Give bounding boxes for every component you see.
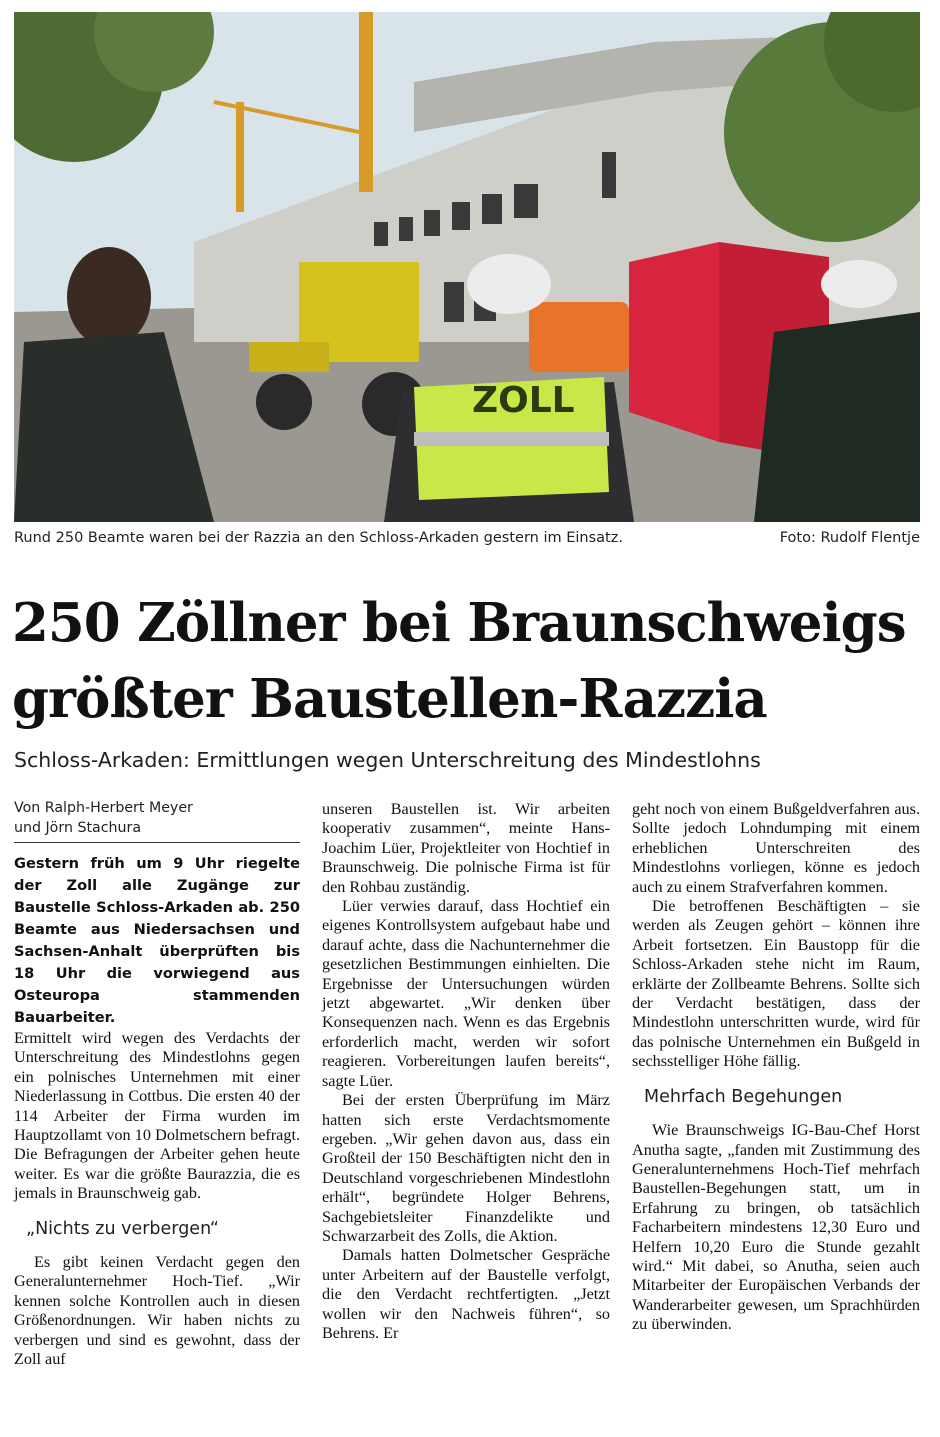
lead-paragraph: Gestern früh um 9 Uhr riegelte der Zoll alle Zugänge zur Baustelle Schloss-Arkaden ab. 250 Beamte aus Niedersachsen und Sachsen-Anhalt überprüften bis 18 Uhr die vorwiegend aus Osteuropa stammenden Bauarbeiter. bbox=[14, 855, 300, 1026]
caption-text: Rund 250 Beamte waren bei der Razzia an den Schloss-Arkaden gestern im Einsatz. bbox=[14, 530, 623, 546]
byline-line-1: Von Ralph-Herbert Meyer bbox=[14, 800, 193, 816]
article-column-1 bbox=[14, 798, 300, 1370]
paragraph: Es gibt keinen Verdacht gegen den Generalunternehmer Hoch-Tief. „Wir kennen solche Kontrollen auch in diesen Größenordnungen. Wir haben nichts zu verbergen und sind es gewohnt, dass der Zoll auf bbox=[14, 1253, 300, 1369]
byline-divider bbox=[14, 842, 300, 843]
paragraph: unseren Baustellen ist. Wir arbeiten kooperativ zusammen“, meinte Hans-Joachim Lüer, Projektleiter von Hochtief in Braunschweig. Die polnische Firma ist für den Rohbau zuständig. bbox=[322, 800, 610, 896]
article-column-2 bbox=[322, 800, 610, 1343]
paragraph: Damals hatten Dolmetscher Gespräche unter Arbeitern auf der Baustelle verfolgt, die den Verdacht rechtfertigten. „Jetzt wollen wir den Nachweis führen“, so Behrens. Er bbox=[322, 1246, 610, 1342]
paragraph: Ermittelt wird wegen des Verdachts der Unterschreitung des Mindestlohns gegen ein polnisches Unternehmen mit einer Niederlassung in Cottbus. Die ersten 40 der 114 Arbeiter der Firma wurden im Hauptzollamt von 10 Dolmetschern befragt. Die Befragungen der Arbeiter gehen heute weiter. Es war die größte Baurazzia, die es jemals in Braunschweig gab. bbox=[14, 1029, 300, 1203]
photo-caption bbox=[14, 530, 920, 552]
byline bbox=[14, 798, 300, 838]
section-subheading: Mehrfach Begehungen bbox=[644, 1086, 843, 1107]
article-column-3 bbox=[632, 800, 920, 1335]
paragraph: Wie Braunschweigs IG-Bau-Chef Horst Anutha sagte, „fanden mit Zustimmung des Generalunternehmens Hoch-Tief mehrfach Baustellen-Begehungen statt, um in Erfahrung zu bringen, ob tatsächlich Facharbeitern mindestens 12,30 Euro und Helfern 10,20 Euro die Stunde gezahlt wird.“ Mit dabei, so Anutha, seien auch Mitarbeiter der Europäischen Verbands der Wanderarbeiter gewesen, um Sprachhürden zu überwinden. bbox=[632, 1121, 920, 1334]
photo-credit: Foto: Rudolf Flentje bbox=[779, 530, 920, 546]
paragraph: Bei der ersten Überprüfung im März hatten sich erste Verdachtsmomente ergeben. „Wir gehen davon aus, dass ein Großteil der 150 Beschäftigten nicht den in Deutschland vorgeschriebenen Mindestlohn erhält“, begründete Holger Behrens, Sachgebietsleiter Finanzdelikte und Schwarzarbeit des Zolls, die Aktion. bbox=[322, 1091, 610, 1245]
subheadline: Schloss-Arkaden: Ermittlungen wegen Unterschreitung des Mindestlohns bbox=[14, 748, 761, 772]
paragraph: geht noch von einem Bußgeldverfahren aus. Sollte jedoch Lohndumping mit einem erheblichen Unterschreiten des Mindestlohns vorliegen, könne es jedoch auch zu einem Strafverfahren kommen. bbox=[632, 800, 920, 896]
paragraph: Lüer verwies darauf, dass Hochtief ein eigenes Kontrollsystem aufgebaut habe und darauf achte, dass die Nachunternehmer die gesetzlichen Bestimmungen einhielten. Die Ergebnisse der Untersuchungen würden jetzt abgewartet. „Wir denken über Konsequenzen nach. Wenn es das Ergebnis erforderlich macht, werden wir sofort reagieren. Vorbereitungen laufen bereits“, sagte Lüer. bbox=[322, 897, 610, 1090]
paragraph: Die betroffenen Beschäftigten – sie werden als Zeugen gehört – können ihre Arbeit fortsetzen. Ein Baustopp für die Schloss-Arkaden stehe nicht im Raum, erklärte der Zollbeamte Behrens. Sollte sich der Verdacht bestätigen, dass der Mindestlohn unterschritten wurde, wird für das polnische Unternehmen ein Bußgeld in sechsstelliger Höhe fällig. bbox=[632, 897, 920, 1071]
section-subheading: „Nichts zu verbergen“ bbox=[26, 1218, 219, 1239]
byline-line-2: und Jörn Stachura bbox=[14, 820, 142, 836]
headline-line-2: größter Baustellen-Razzia bbox=[12, 668, 767, 730]
vest-text: ZOLL bbox=[472, 380, 575, 421]
headline bbox=[12, 585, 927, 737]
construction-site-photo bbox=[14, 12, 920, 522]
article-photo bbox=[14, 12, 920, 522]
headline-line-1: 250 Zöllner bei Braunschweigs bbox=[12, 592, 906, 654]
